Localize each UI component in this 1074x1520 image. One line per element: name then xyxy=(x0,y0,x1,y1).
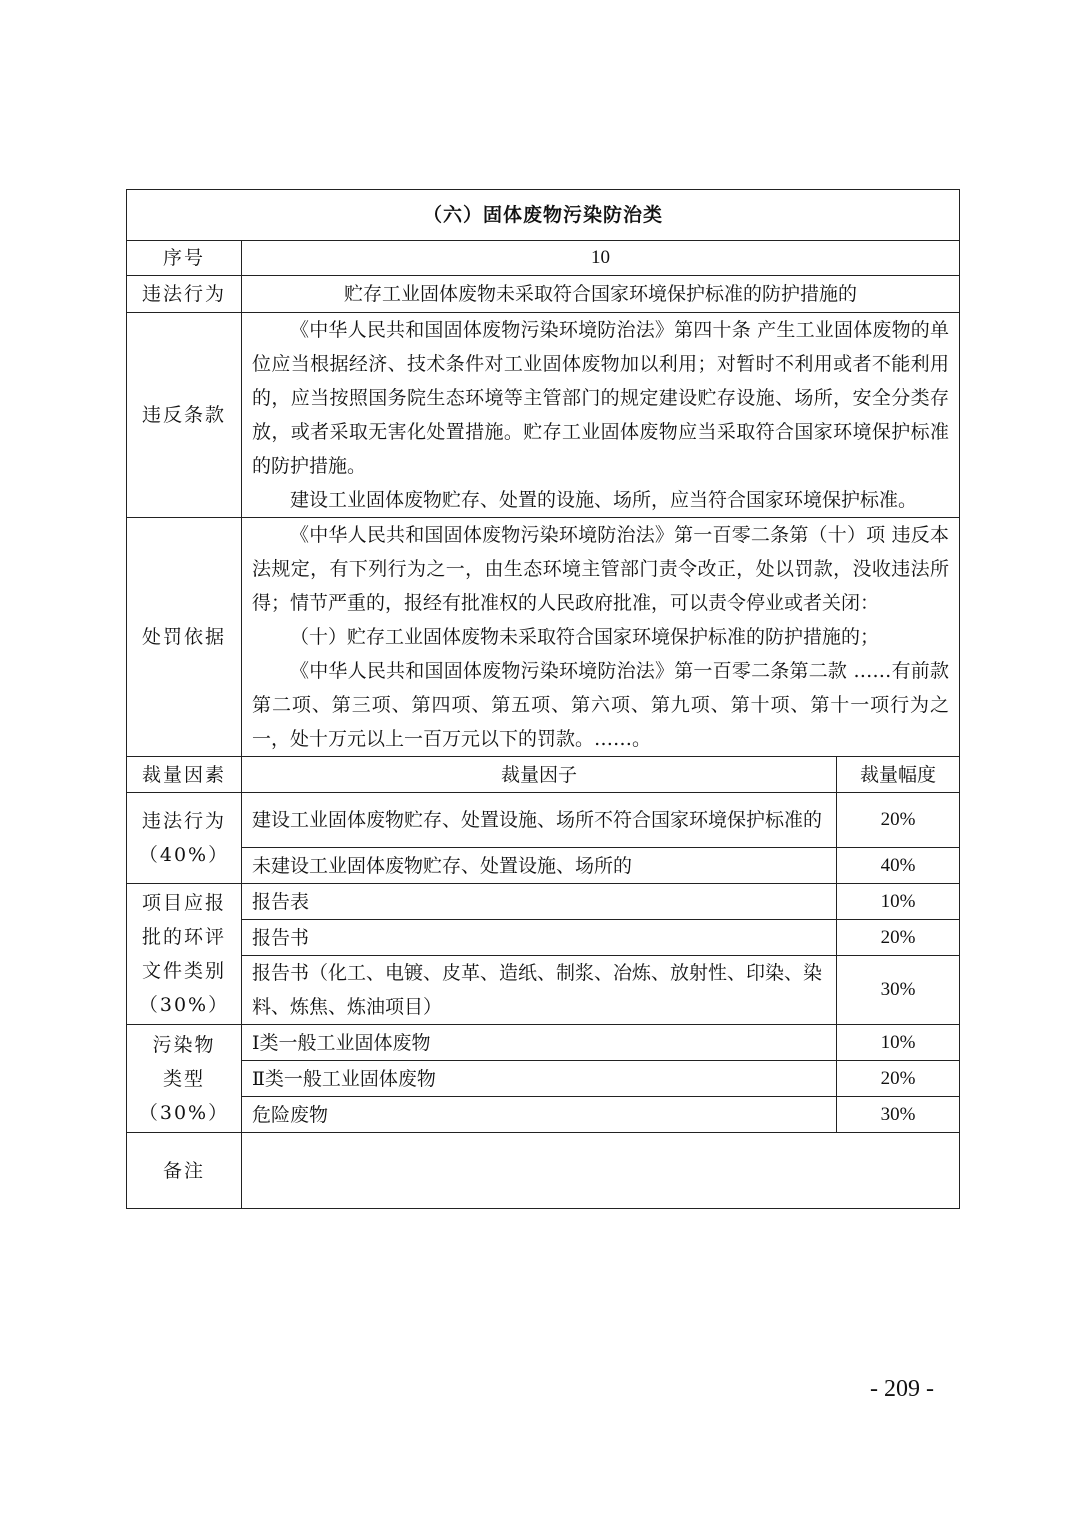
factor-range: 10% xyxy=(837,884,960,920)
page-number: - 209 - xyxy=(870,1376,934,1402)
serial-value: 10 xyxy=(242,241,960,276)
penalty-basis-text xyxy=(242,518,960,757)
factor-item: 报告书（化工、电镀、皮革、造纸、制浆、冶炼、放射性、印染、染料、炼焦、炼油项目） xyxy=(242,956,837,1025)
factor-range: 20% xyxy=(837,793,960,848)
range-header: 裁量幅度 xyxy=(837,757,960,793)
factor-group-label: 污染物 类型 （30%） xyxy=(127,1025,242,1133)
factor-range: 40% xyxy=(837,848,960,884)
factor-group-label: 项目应报批的环评文件类别 （30%） xyxy=(127,884,242,1025)
remarks-value xyxy=(242,1133,960,1209)
serial-label: 序号 xyxy=(127,241,242,276)
factor-range: 20% xyxy=(837,920,960,956)
factor-item: Ⅰ类一般工业固体废物 xyxy=(242,1025,837,1061)
factor-range: 30% xyxy=(837,1097,960,1133)
factor-range: 10% xyxy=(837,1025,960,1061)
factor-item: Ⅱ类一般工业固体废物 xyxy=(242,1061,837,1097)
factor-header: 裁量因素 xyxy=(127,757,242,793)
factor-range: 20% xyxy=(837,1061,960,1097)
violation-value: 贮存工业固体废物未采取符合国家环境保护标准的防护措施的 xyxy=(242,276,960,313)
basis-paragraph: 《中华人民共和国固体废物污染环境防治法》第一百零二条第二款 ……有前款第二项、第三项、第四项、第五项、第六项、第九项、第十项、第十一项行为之一，处十万元以上一百万元以下的罚款。……。 xyxy=(252,660,950,750)
factor-group-label: 违法行为 （40%） xyxy=(127,793,242,884)
factor-item: 未建设工业固体废物贮存、处置设施、场所的 xyxy=(242,848,837,884)
clause-paragraph: 建设工业固体废物贮存、处置的设施、场所，应当符合国家环境保护标准。 xyxy=(290,489,918,511)
basis-paragraph: （十）贮存工业固体废物未采取符合国家环境保护标准的防护措施的； xyxy=(290,626,880,648)
clause-paragraph: 《中华人民共和国固体废物污染环境防治法》第四十条 产生工业固体废物的单位应当根据经济、技术条件对工业固体废物加以利用；对暂时不利用或者不能利用的，应当按照国务院生态环境等主管部门的规定建设贮存设施、场所，安全分类存放，或者采取无害化处置措施。贮存工业固体废物应当采取符合国家环境保护标准的防护措施。 xyxy=(252,319,950,477)
violated-clause-label: 违反条款 xyxy=(127,313,242,518)
penalty-basis-label: 处罚依据 xyxy=(127,518,242,757)
factor-item: 建设工业固体废物贮存、处置设施、场所不符合国家环境保护标准的 xyxy=(242,793,837,848)
remarks-label: 备注 xyxy=(127,1133,242,1209)
factor-range: 30% xyxy=(837,956,960,1025)
factor-item: 报告表 xyxy=(242,884,837,920)
violated-clause-text xyxy=(242,313,960,518)
factor-item: 报告书 xyxy=(242,920,837,956)
discretion-table xyxy=(126,189,960,1209)
factor-item: 危险废物 xyxy=(242,1097,837,1133)
item-header: 裁量因子 xyxy=(242,757,837,793)
table-title: （六）固体废物污染防治类 xyxy=(127,190,960,241)
violation-label: 违法行为 xyxy=(127,276,242,313)
basis-paragraph: 《中华人民共和国固体废物污染环境防治法》第一百零二条第（十）项 违反本法规定，有下列行为之一，由生态环境主管部门责令改正，处以罚款，没收违法所得；情节严重的，报经有批准权的人民政府批准，可以责令停业或者关闭： xyxy=(252,524,950,614)
